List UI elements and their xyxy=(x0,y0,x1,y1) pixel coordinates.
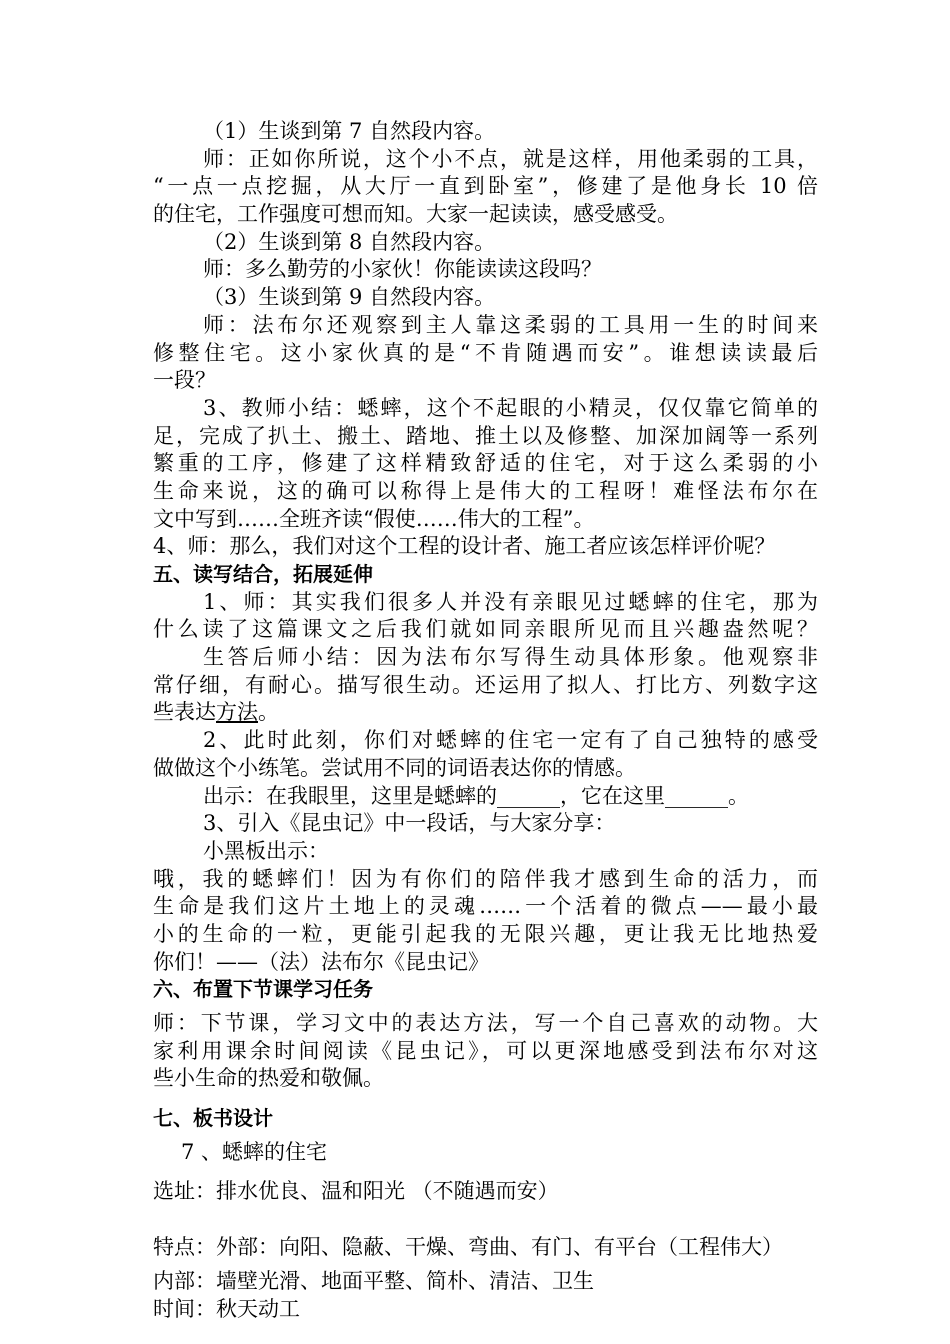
paragraph-line: 些小生命的热爱和敬佩。 xyxy=(153,1066,384,1091)
paragraph-line: （1）生谈到第 7 自然段内容。 xyxy=(203,119,496,143)
paragraph-line: 4、师：那么，我们对这个工程的设计者、施工者应该怎样评价呢？ xyxy=(153,534,776,559)
quote-line: 生命是我们这片土地上的灵魂……一个活着的微点——最小最 xyxy=(153,894,818,919)
paragraph-line: 修整住宅。这小家伙真的是“不肯随遇而安”。谁想读读最后 xyxy=(153,340,818,365)
underlined-word: 方法 xyxy=(216,700,258,725)
section-heading-6: 六、布置下节课学习任务 xyxy=(153,977,373,1002)
paragraph-line: 的住宅，工作强度可想而知。大家一起读读，感受感受。 xyxy=(153,202,678,227)
paragraph-line: 足，完成了扒土、搬土、踏地、推土以及修整、加深加阔等一系列 xyxy=(153,423,818,448)
quote-line: 小的生命的一粒，更能引起我的无限兴趣，更让我无比地热爱 xyxy=(153,921,818,946)
text-span: 些表达 xyxy=(153,700,216,725)
paragraph-line: 繁重的工序，修建了这样精致舒适的住宅，对于这么柔弱的小 xyxy=(153,451,818,476)
board-line: 选址：排水优良、温和阳光 （不随遇而安） xyxy=(153,1179,559,1204)
board-line: 特点：外部：向阳、隐蔽、干燥、弯曲、有门、有平台（工程伟大） xyxy=(153,1235,783,1260)
paragraph-line: 小黑板出示： xyxy=(203,838,329,863)
paragraph-line: 常仔细，有耐心。描写很生动。还运用了拟人、打比方、列数字这 xyxy=(153,672,818,697)
quote-line: 你们！——（法）法布尔《昆虫记》 xyxy=(153,949,489,974)
paragraph-line: （3）生谈到第 9 自然段内容。 xyxy=(203,285,496,310)
paragraph-line xyxy=(153,699,818,727)
paragraph-line: 师：下节课，学习文中的表达方法，写一个自己喜欢的动物。大 xyxy=(153,1011,818,1035)
document-body xyxy=(153,118,818,1323)
fill-in-prompt: 出示：在我眼里，这里是蟋蟀的______，它在这里______。 xyxy=(203,783,749,808)
paragraph-line: 文中写到……全班齐读“假使……伟大的工程”。 xyxy=(153,506,595,531)
paragraph-line: 1、师：其实我们很多人并没有亲眼见过蟋蟀的住宅，那为 xyxy=(203,589,818,614)
paragraph-line: 2、此时此刻，你们对蟋蟀的住宅一定有了自己独特的感受 xyxy=(203,728,818,753)
section-heading-7: 七、板书设计 xyxy=(153,1106,273,1131)
paragraph-line: “一点一点挖掘，从大厅一直到卧室”，修建了是他身长 10 倍 xyxy=(153,174,818,199)
board-line: 时间：秋天动工 xyxy=(153,1296,300,1321)
paragraph-line: 师：多么勤劳的小家伙！你能读读这段吗？ xyxy=(203,257,602,282)
paragraph-line: 什么读了这篇课文之后我们就如同亲眼所见而且兴趣盎然呢？ xyxy=(153,617,818,642)
paragraph-line: 3、教师小结：蟋蟀，这个不起眼的小精灵，仅仅靠它简单的 xyxy=(203,395,818,420)
paragraph-line: 师：法布尔还观察到主人靠这柔弱的工具用一生的时间来 xyxy=(203,312,818,337)
paragraph-line: 3、引入《昆虫记》中一段话，与大家分享： xyxy=(203,811,616,836)
text-span: 。 xyxy=(258,700,279,725)
quote-line: 哦，我的蟋蟀们！因为有你们的陪伴我才感到生命的活力，而 xyxy=(153,866,818,891)
paragraph-line: 生命来说，这的确可以称得上是伟大的工程呀！难怪法布尔在 xyxy=(153,478,818,503)
section-heading-5: 五、读写结合，拓展延伸 xyxy=(153,562,373,586)
paragraph-line: 家利用课余时间阅读《昆虫记》，可以更深地感受到法布尔对这 xyxy=(153,1038,818,1063)
paragraph-line: （2）生谈到第 8 自然段内容。 xyxy=(203,229,496,254)
board-title: 7 、蟋蟀的住宅 xyxy=(181,1139,328,1164)
paragraph-line: 生答后师小结：因为法布尔写得生动具体形象。他观察非 xyxy=(203,645,818,670)
board-line: 内部：墙壁光滑、地面平整、简朴、清洁、卫生 xyxy=(153,1268,594,1293)
paragraph-line: 做做这个小练笔。尝试用不同的词语表达你的情感。 xyxy=(153,755,636,780)
paragraph-line: 一段？ xyxy=(153,368,216,393)
paragraph-line: 师：正如你所说，这个小不点，就是这样，用他柔弱的工具， xyxy=(203,146,818,171)
